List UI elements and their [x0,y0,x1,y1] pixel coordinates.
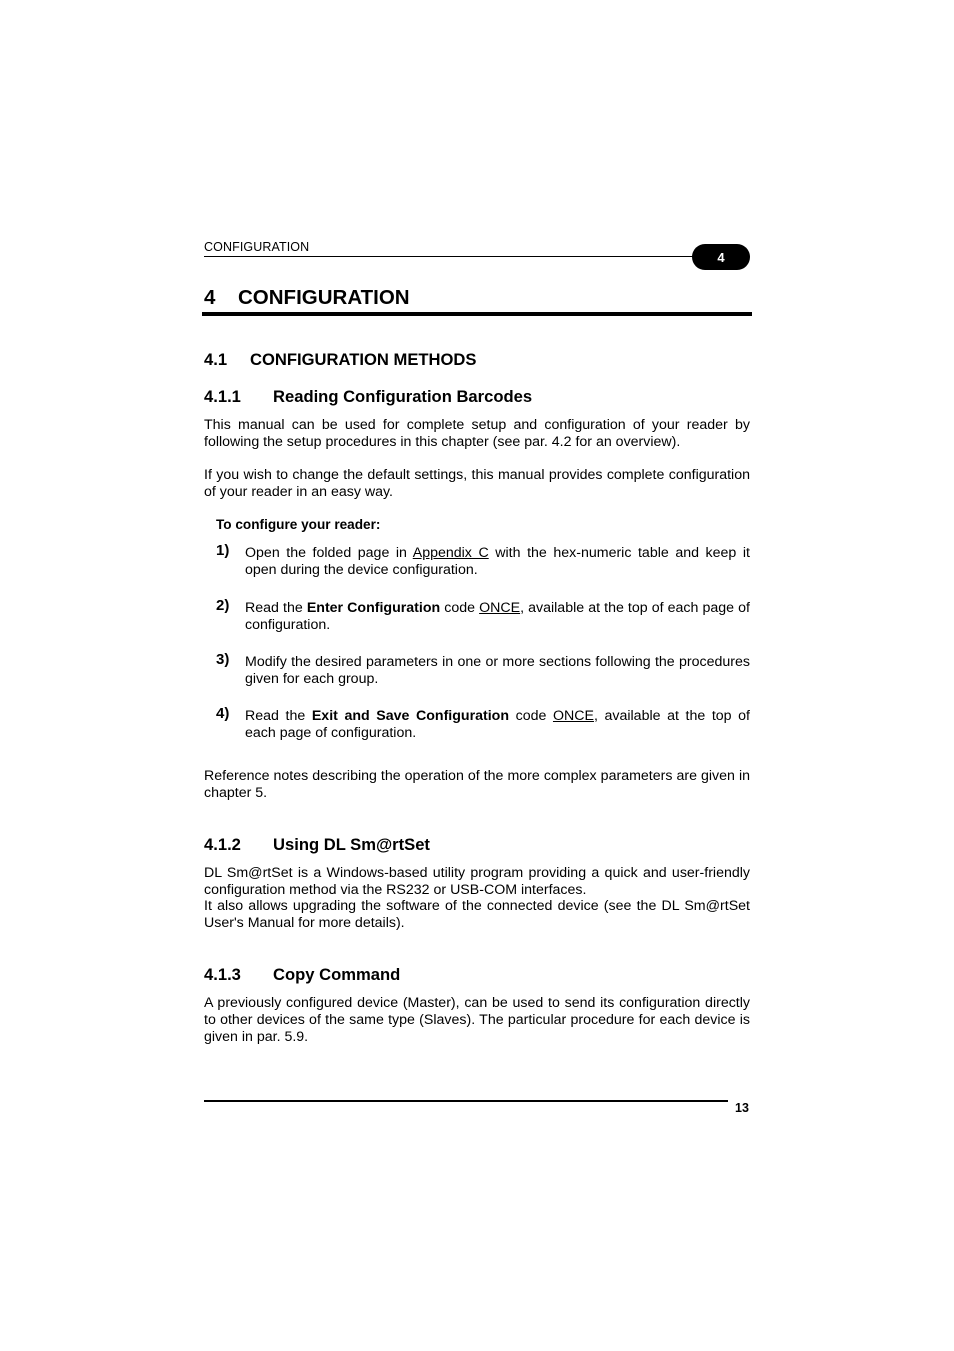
step-number: 3) [216,651,230,668]
chapter-number: 4 [204,286,216,309]
step-text: Read the Exit and Save Configuration code ONCE, available at the top of each page of configuration. [245,708,750,741]
chapter-rule [202,312,752,316]
section-heading-4-1-2 [204,835,430,855]
paragraph: If you wish to change the default settings, this manual provides complete configuration of your reader in an easy way. [204,467,750,500]
step-text: Read the Enter Configuration code ONCE, available at the top of each page of configuration. [245,600,750,633]
section-heading-4-1-3 [204,965,400,985]
paragraph: DL Sm@rtSet is a Windows-based utility program providing a quick and user-friendly configuration method via the RS232 or USB-COM interfaces. [204,865,750,898]
paragraph: Reference notes describing the operation of the more complex parameters are given in chapter 5. [204,768,750,801]
section-number: 4.1.2 [204,835,241,854]
section-heading-4-1 [204,350,476,370]
paragraph: It also allows upgrading the software of the connected device (see the DL Sm@rtSet User's Manual for more details). [204,898,750,931]
running-header: CONFIGURATION [204,240,310,254]
paragraph: This manual can be used for complete setup and configuration of your reader by following the setup procedures in this chapter (see par. 4.2 for an overview). [204,417,750,450]
step-text: Modify the desired parameters in one or more sections following the procedures given for each group. [245,654,750,687]
step-number: 4) [216,705,230,722]
section-heading-4-1-1 [204,387,532,407]
appendix-c-link[interactable]: Appendix C [412,545,489,561]
section-title: Reading Configuration Barcodes [273,387,533,406]
section-number: 4.1 [204,350,228,369]
paragraph: A previously configured device (Master), can be used to send its configuration directly to other devices of the same type (Slaves). The particular procedure for each device is given in par. 5.9. [204,995,750,1045]
section-number: 4.1.3 [204,965,241,984]
chapter-tab: 4 [692,244,750,270]
section-title: CONFIGURATION METHODS [250,350,477,369]
section-title: Using DL Sm@rtSet [273,835,430,854]
page-number: 13 [735,1101,749,1115]
chapter-title: CONFIGURATION [238,286,410,309]
step-number: 2) [216,597,230,614]
step-text: Open the folded page in Appendix C with the hex-numeric table and keep it open during the device configuration. [245,545,750,578]
step-number: 1) [216,542,230,559]
section-number: 4.1.1 [204,387,241,406]
section-title: Copy Command [273,965,401,984]
procedure-subheading: To configure your reader: [216,517,381,532]
footer-rule [204,1100,728,1102]
header-rule [204,256,700,257]
chapter-heading [204,286,410,310]
